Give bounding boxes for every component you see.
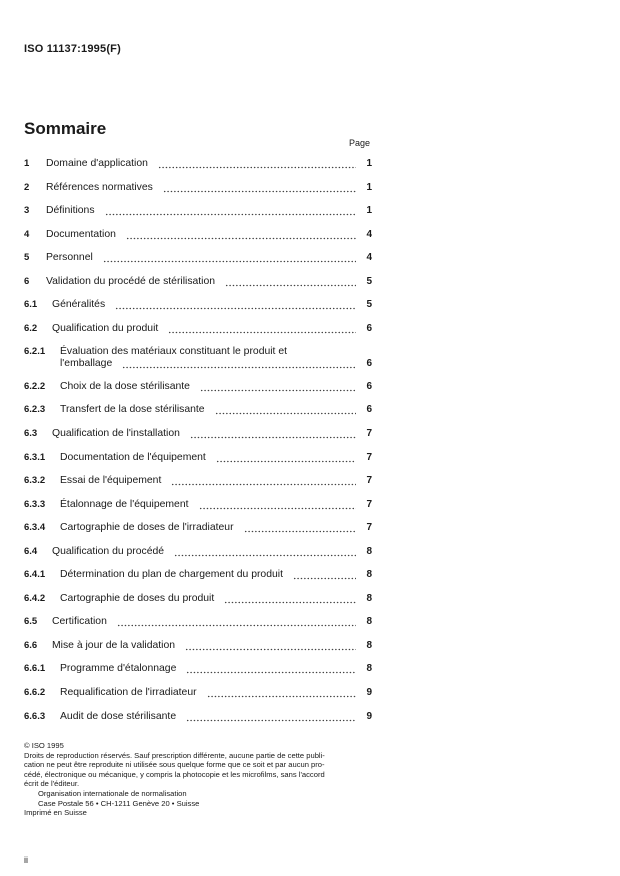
dot-leader <box>168 323 356 335</box>
toc-entry[interactable] <box>24 703 372 727</box>
toc-entry[interactable] <box>24 396 372 420</box>
toc-entry-page: 7 <box>366 427 372 439</box>
toc-entry-label: Qualification de l'installation <box>52 427 180 439</box>
dot-leader <box>186 663 356 675</box>
toc-entry[interactable] <box>24 291 372 315</box>
standard-header: ISO 11137:1995(F) <box>24 43 121 55</box>
toc-entry-number: 6.3.4 <box>24 522 46 534</box>
rights-line: cédé, électronique ou mécanique, y compris la photocopie et les microfilms, sans l'accord <box>24 769 325 779</box>
toc-entry-number: 6.3.1 <box>24 451 46 463</box>
toc-entry-page: 1 <box>366 158 372 169</box>
toc-entry-label: Cartographie de doses de l'irradiateur <box>60 522 234 534</box>
toc-entry[interactable] <box>24 655 372 679</box>
toc-entry-page: 8 <box>366 569 372 581</box>
toc-entry-number: 6.3.3 <box>24 498 46 510</box>
toc-entry-page: 8 <box>366 545 372 557</box>
copyright-notice <box>24 741 374 818</box>
toc-entry-number: 6.1 <box>24 299 38 311</box>
dot-leader <box>122 358 356 370</box>
toc-entry-label: Étalonnage de l'équipement <box>60 498 189 510</box>
toc-entry-label: Domaine d'application <box>46 158 148 169</box>
toc-entry-number: 1 <box>24 158 30 169</box>
toc-entry[interactable] <box>24 467 372 491</box>
dot-leader <box>244 522 356 534</box>
dot-leader <box>185 640 356 652</box>
toc-entry-number: 6.6.2 <box>24 686 46 698</box>
toc-entry[interactable] <box>24 244 372 268</box>
toc-entry-number: 6.2.2 <box>24 380 46 392</box>
toc-entry-number: 6.2 <box>24 322 38 334</box>
toc-entry-label: Requalification de l'irradiateur <box>60 686 197 698</box>
dot-leader <box>117 616 356 628</box>
toc-entry-page: 1 <box>366 205 372 217</box>
dot-leader <box>207 687 356 699</box>
toc-entry-label: Validation du procédé de stérilisation <box>46 275 216 287</box>
toc-entry-page: 7 <box>366 522 372 534</box>
toc-entry-number: 6.3 <box>24 427 38 439</box>
toc-entry-page: 5 <box>366 275 372 287</box>
toc-entry[interactable] <box>24 514 372 538</box>
dot-leader <box>215 404 356 416</box>
toc-entry[interactable] <box>24 538 372 562</box>
toc-entry-label: Définitions <box>46 205 95 217</box>
toc-entry-label: Documentation <box>46 228 116 240</box>
toc-entry[interactable] <box>24 268 372 292</box>
toc-entry-label: Généralités <box>52 299 106 311</box>
dot-leader <box>174 546 356 558</box>
toc-entry-label: Qualification du produit <box>52 322 159 334</box>
toc-entry-label: Références normatives <box>46 181 153 193</box>
toc-entry-page: 4 <box>366 252 372 264</box>
dot-leader <box>224 593 356 605</box>
toc-entry-page: 9 <box>366 710 372 722</box>
toc-entry-number: 6.3.2 <box>24 475 46 487</box>
rights-line: écrit de l'éditeur. <box>24 779 80 789</box>
toc-entry[interactable] <box>24 315 372 339</box>
toc-entry-number: 2 <box>24 181 30 193</box>
toc-entry-label: Évaluation des matériaux constituant le produit et <box>60 346 287 358</box>
toc-entry-page: 6 <box>366 380 372 392</box>
page-column-label: Page <box>349 138 371 148</box>
toc-entry[interactable] <box>24 608 372 632</box>
toc-entry-label: Documentation de l'équipement <box>60 451 206 463</box>
toc-entry[interactable] <box>24 373 372 397</box>
toc-entry-label: Audit de dose stérilisante <box>60 710 177 722</box>
toc-entry[interactable] <box>24 444 372 468</box>
table-of-contents <box>24 150 372 726</box>
toc-entry-label: Détermination du plan de chargement du produit <box>60 569 283 581</box>
dot-leader <box>200 381 356 393</box>
toc-entry[interactable] <box>24 561 372 585</box>
toc-entry-number: 6.2.3 <box>24 404 46 416</box>
dot-leader <box>105 205 356 217</box>
toc-entry-label: Mise à jour de la validation <box>52 639 176 651</box>
dot-leader <box>216 452 356 464</box>
toc-entry-page: 1 <box>366 181 372 193</box>
toc-entry-label: Choix de la dose stérilisante <box>60 380 190 392</box>
toc-entry-page: 6 <box>366 404 372 416</box>
dot-leader <box>171 475 356 487</box>
toc-entry-number: 6.6.3 <box>24 710 46 722</box>
toc-entry-label: Transfert de la dose stérilisante <box>60 404 205 416</box>
toc-entry[interactable] <box>24 174 372 198</box>
toc-entry-number: 4 <box>24 228 30 240</box>
rights-line: cation ne peut être reproduite ni utilisée sous quelque forme que ce soit et par aucun pro- <box>24 760 325 770</box>
toc-entry[interactable] <box>24 197 372 221</box>
toc-entry-label: Personnel <box>46 252 93 264</box>
dot-leader <box>103 252 356 264</box>
toc-entry-page: 6 <box>366 322 372 334</box>
page-title: Sommaire <box>24 119 107 138</box>
dot-leader <box>190 428 356 440</box>
toc-entry-label: Certification <box>52 616 107 628</box>
toc-entry-number: 6 <box>24 275 30 287</box>
toc-entry-number: 6.4.2 <box>24 592 46 604</box>
organization-name: Organisation internationale de normalisation <box>38 788 187 798</box>
toc-entry-number: 3 <box>24 205 30 217</box>
toc-entry-page: 8 <box>366 616 372 628</box>
toc-entry[interactable] <box>24 632 372 656</box>
printed-in: Imprimé en Suisse <box>24 808 87 818</box>
toc-entry-number: 6.5 <box>24 616 38 628</box>
toc-entry-number: 6.4 <box>24 545 38 557</box>
dot-leader <box>163 182 356 194</box>
toc-entry-number: 5 <box>24 252 30 264</box>
dot-leader <box>115 299 356 311</box>
toc-entry-label: Essai de l'équipement <box>60 475 162 487</box>
dot-leader <box>158 158 356 170</box>
toc-entry-page: 7 <box>366 475 372 487</box>
toc-entry[interactable] <box>24 585 372 609</box>
toc-entry-label: Qualification du procédé <box>52 545 165 557</box>
toc-entry[interactable] <box>24 491 372 515</box>
toc-entry[interactable] <box>24 338 372 373</box>
dot-leader <box>199 499 356 511</box>
toc-entry[interactable] <box>24 679 372 703</box>
toc-entry[interactable] <box>24 150 372 174</box>
dot-leader <box>225 276 356 288</box>
toc-entry-number: 6.4.1 <box>24 569 46 581</box>
dot-leader <box>126 229 356 241</box>
toc-entry-page: 8 <box>366 663 372 675</box>
toc-entry-label: Cartographie de doses du produit <box>60 592 215 604</box>
page-number: ii <box>24 855 28 865</box>
dot-leader <box>186 711 356 723</box>
toc-entry-number: 6.6.1 <box>24 663 46 675</box>
toc-entry-page: 4 <box>366 228 372 240</box>
toc-entry-label: Programme d'étalonnage <box>60 663 177 675</box>
toc-entry-page: 8 <box>366 639 372 651</box>
organization-address: Case Postale 56 • CH-1211 Genève 20 • Suisse <box>38 798 200 808</box>
toc-entry-page: 5 <box>366 299 372 311</box>
dot-leader <box>293 569 356 581</box>
toc-entry-page: 9 <box>366 686 372 698</box>
copyright-line: © ISO 1995 <box>24 741 64 750</box>
toc-entry-page: 7 <box>366 498 372 510</box>
toc-entry-number: 6.2.1 <box>24 346 46 358</box>
toc-entry[interactable] <box>24 420 372 444</box>
toc-entry-page: 7 <box>366 451 372 463</box>
toc-entry[interactable] <box>24 221 372 245</box>
toc-entry-label-continued: l'emballage <box>60 358 113 370</box>
toc-entry-page: 6 <box>366 358 372 370</box>
toc-entry-number: 6.6 <box>24 639 38 651</box>
rights-line: Droits de reproduction réservés. Sauf prescription différente, aucune partie de cette publi- <box>24 750 325 760</box>
toc-entry-page: 8 <box>366 592 372 604</box>
